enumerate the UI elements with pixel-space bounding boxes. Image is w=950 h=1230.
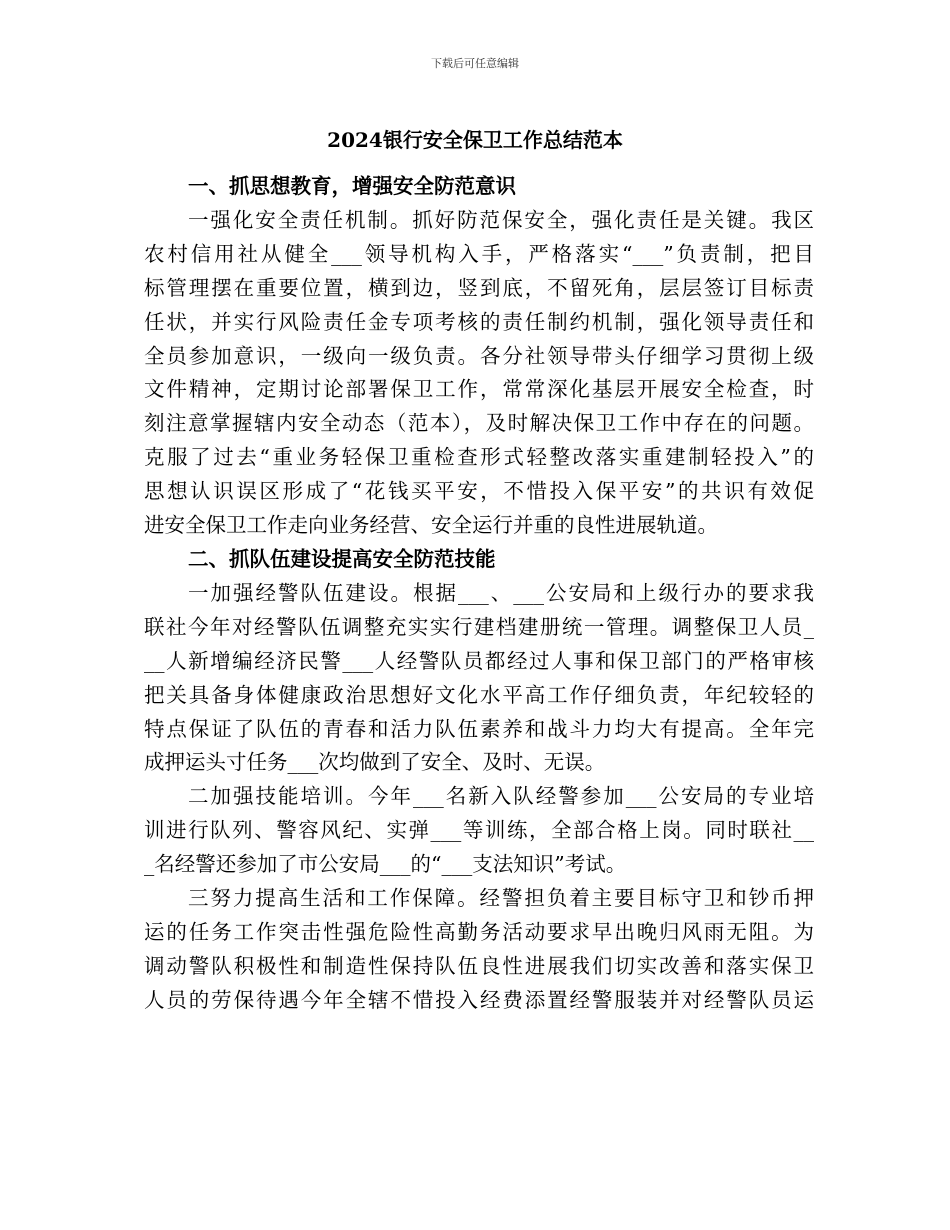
section-heading: 二、抓队伍建设提高安全防范技能 <box>188 546 496 571</box>
document-body <box>144 170 814 1018</box>
paragraph-line: 特点保证了队伍的青春和活力队伍素养和战斗力均大有提高。全年完 <box>144 716 814 741</box>
paragraph-line: 一强化安全责任机制。抓好防范保安全，强化责任是关键。我区 <box>188 207 814 232</box>
paragraph-line: 全员参加意识，一级向一级负责。各分社领导带头仔细学习贯彻上级 <box>144 343 814 368</box>
paragraph-line: 调动警队积极性和制造性保持队伍良性进展我们切实改善和落实保卫 <box>144 953 814 978</box>
paragraph-line: 三努力提高生活和工作保障。经警担负着主要目标守卫和钞币押 <box>188 886 814 911</box>
paragraph-line: 农村信用社从健全___领导机构入手，严格落实“___”负责制，把目 <box>144 241 814 266</box>
paragraph-line: 人员的劳保待遇今年全辖不惜投入经费添置经警服装并对经警队员运 <box>144 987 814 1012</box>
paragraph-line: 标管理摆在重要位置，横到边，竖到底，不留死角，层层签订目标责 <box>144 275 814 300</box>
paragraph-line: 运的任务工作突击性强危险性高勤务活动要求早出晚归风雨无阻。为 <box>144 919 814 944</box>
paragraph-line: 进安全保卫工作走向业务经营、安全运行并重的良性进展轨道。 <box>144 513 718 538</box>
document-title: 2024银行安全保卫工作总结范本 <box>327 128 623 152</box>
paragraph-line: 一加强经警队伍建设。根据___、___公安局和上级行办的要求我 <box>188 580 814 605</box>
paragraph-line: 思想认识误区形成了“花钱买平安，不惜投入保平安”的共识有效促 <box>144 479 814 504</box>
paragraph-line: 成押运头寸任务___次均做到了安全、及时、无误。 <box>144 750 606 775</box>
header-note: 下载后可任意编辑 <box>431 57 519 70</box>
paragraph-line: 联社今年对经警队伍调整充实实行建档建册统一管理。调整保卫人员_ <box>144 614 814 639</box>
paragraph-line: 二加强技能培训。今年___名新入队经警参加___公安局的专业培 <box>188 784 814 809</box>
paragraph-line: 任状，并实行风险责任金专项考核的责任制约机制，强化领导责任和 <box>144 309 814 334</box>
paragraph-line: 刻注意掌握辖内安全动态（范本），及时解决保卫工作中存在的问题。 <box>144 411 814 436</box>
paragraph-line: 克服了过去“重业务轻保卫重检查形式轻整改落实重建制轻投入”的 <box>144 445 814 470</box>
paragraph-line: 文件精神，定期讨论部署保卫工作，常常深化基层开展安全检查，时 <box>144 377 814 402</box>
paragraph-line: 把关具备身体健康政治思想好文化水平高工作仔细负责，年纪较轻的 <box>144 682 814 707</box>
paragraph-line: __人新增编经济民警___人经警队员都经过人事和保卫部门的严格审核 <box>144 648 814 673</box>
paragraph-line: _名经警还参加了市公安局___的“___支法知识”考试。 <box>144 852 627 877</box>
section-heading: 一、抓思想教育，增强安全防范意识 <box>188 174 516 198</box>
paragraph-line: 训进行队列、警容风纪、实弹___等训练，全部合格上岗。同时联社__ <box>144 818 814 843</box>
